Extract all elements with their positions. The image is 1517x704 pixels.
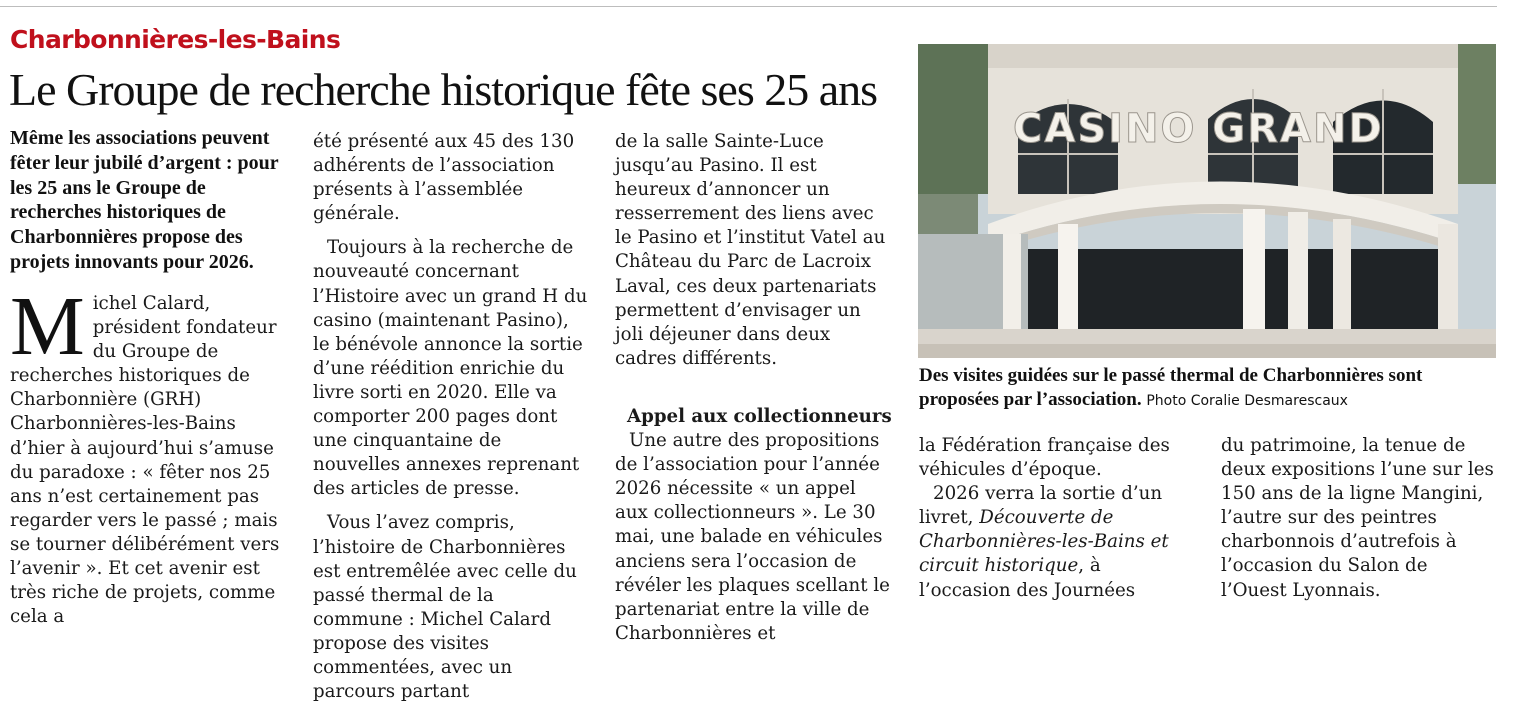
body-paragraph (919, 482, 1195, 602)
column-2 (313, 130, 589, 704)
body-paragraph: de la salle Sainte-Luce jusqu’au Pasino. Il est heureux d’annoncer un resserrement des liens avec le Pasino et l’institut Vatel au Château du Parc de Lacroix Laval, ces deux partenariats permettent d’envisager un joli déjeuner dans deux cadres différents. (615, 131, 886, 369)
body-paragraph: du patrimoine, la tenue de deux expositions l’une sur les 150 ans de la ligne Mangini, l’autre sur des peintres charbonnois d’autrefois à l’occasion du Salon de l’Ouest Lyonnais. (1221, 435, 1494, 601)
photo-caption (919, 364, 1497, 413)
casino-building-image (918, 44, 1496, 358)
top-rule (0, 6, 1497, 7)
body-paragraph: la Fédération française des véhicules d’époque. (919, 435, 1170, 481)
headline: Le Groupe de recherche historique fête ses 25 ans (9, 64, 878, 115)
drop-cap: M (10, 280, 85, 373)
column-5 (1221, 434, 1497, 603)
photo-credit: Photo Coralie Desmarescaux (1146, 393, 1348, 409)
svg-text:CASINO GRAND: CASINO GRAND (1013, 106, 1384, 152)
subheading: Appel aux collectionneurs (627, 405, 892, 427)
body-paragraph: Toujours à la recherche de nouveauté concernant l’Histoire avec un grand H du casino (maintenant Pasino), le bénévole annonce la sortie d’une réédition enrichie du livre sorti en 2020. Elle va comporter 200 pages dont une cinquantaine de nouvelles annexes reprenant des articles de presse. (313, 237, 588, 500)
column-4 (919, 434, 1195, 603)
column-3 (615, 130, 894, 646)
lead-paragraph: Même les associations peuvent fêter leur jubilé d’argent : pour les 25 ans le Groupe de recherches historiques de Charbonnières propose des projets innovants pour 2026. (10, 127, 279, 273)
text-run: , à l’occasion des Journées (919, 555, 1136, 601)
body-paragraph: ichel Calard, président fondateur du Groupe de recherches historiques de Charbonnière (GRH) Charbonnières-les-Bains d’hier à aujourd’hui s’amuse du paradoxe : « fêter nos 25 ans n’est certainement pas regarder vers le passé ; mais se tourner délibérément vers l’avenir ». Et cet avenir est très riche de projets, comme cela a (10, 293, 280, 628)
body-paragraph: Vous l’avez compris, l’histoire de Charbonnières est entremêlée avec celle du passé thermal de la commune : Michel Calard propose des visites commentées, avec un parcours partant (313, 512, 577, 703)
column-1 (10, 280, 288, 629)
caption-text: Des visites guidées sur le passé thermal de Charbonnières sont proposées par l’association. (919, 365, 1423, 410)
kicker: Charbonnières-les-Bains (10, 25, 341, 54)
body-paragraph: Une autre des propositions de l’association pour l’année 2026 nécessite « un appel aux collectionneurs ». Le 30 mai, une balade en véhicules anciens sera l’occasion de révéler les plaques scellant le partenariat entre la ville de Charbonnières et (615, 430, 890, 644)
casino-photo (918, 44, 1496, 358)
body-paragraph: été présenté aux 45 des 130 adhérents de l’association présents à l’assemblée générale. (313, 131, 575, 225)
book-title: Découverte de Charbonnières-les-Bains et circuit historique (919, 507, 1169, 577)
text-run: 2026 verra la sortie d’un livret, (919, 483, 1163, 529)
